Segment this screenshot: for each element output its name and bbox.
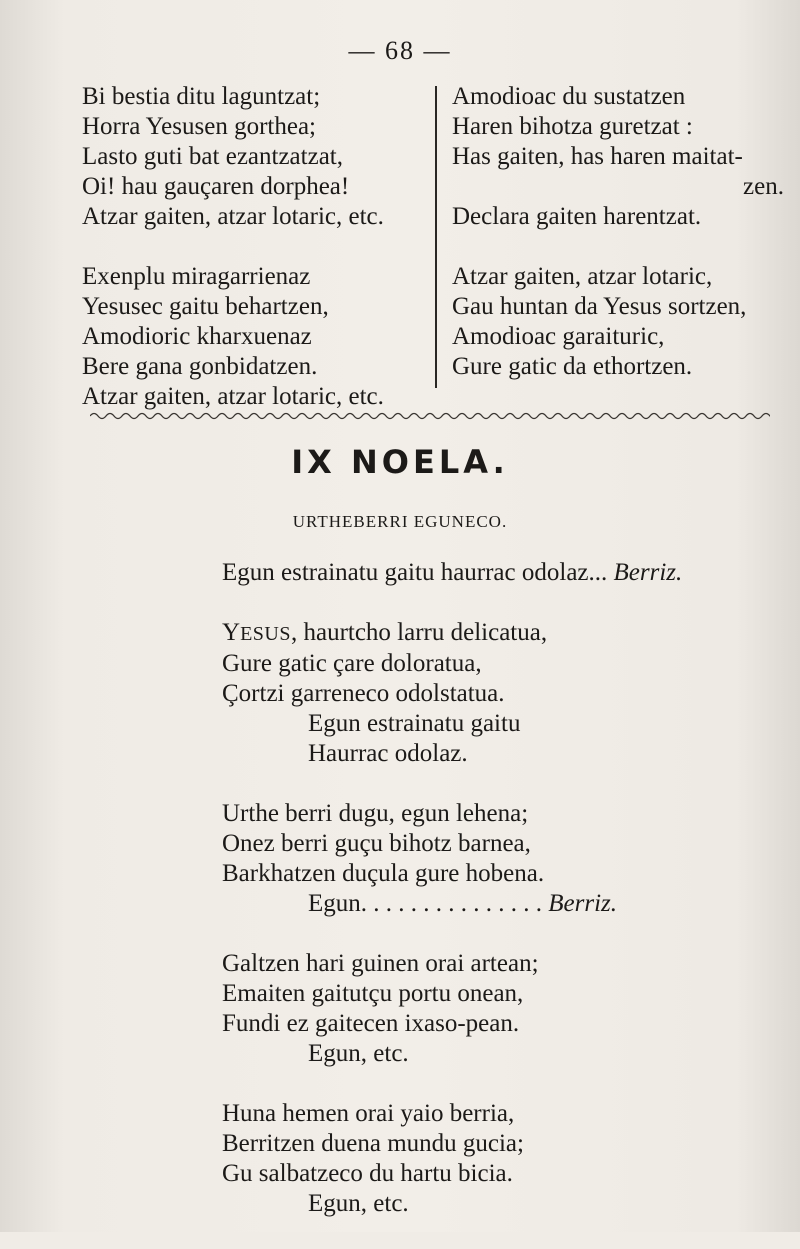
verse-line: Bere gana gonbidatzen.	[82, 353, 318, 380]
verse-line: Yesusec gaitu behartzen,	[82, 293, 329, 320]
refrain-line: Egun estrainatu gaitu	[308, 710, 521, 737]
page-number: — 68 —	[348, 36, 452, 65]
refrain-line: Egun, etc.	[308, 1190, 409, 1217]
verse-line: Huna hemen orai yaio berria,	[222, 1100, 515, 1127]
refrain-mark: Berriz.	[548, 890, 618, 917]
verse-line: Atzar gaiten, atzar lotaric,	[452, 263, 713, 290]
opening-refrain	[222, 558, 782, 588]
two-column-verses	[0, 82, 800, 410]
initial-capital: Y	[222, 619, 241, 646]
verse-line: Onez berri guçu bihotz barnea,	[222, 830, 531, 857]
verse-line: Barkhatzen duçula gure hobena.	[222, 860, 545, 887]
verse-line: Horra Yesusen gorthea;	[82, 113, 316, 140]
verse-line: Fundi ez gaitecen ixaso-pean.	[222, 1010, 520, 1037]
noela-poem	[222, 558, 782, 1249]
column-divider	[435, 86, 437, 388]
verse-line: Amodioac du sustatzen	[452, 83, 686, 110]
verse-line	[222, 618, 782, 649]
small-caps-word: ESUS	[240, 623, 291, 645]
poem-stanza-4	[222, 1099, 782, 1219]
left-stanza-2	[82, 262, 427, 412]
verse-line: Gu salbatzeco du hartu bicia.	[222, 1160, 513, 1187]
refrain-mark: Berriz.	[613, 559, 683, 586]
verse-line: Urthe berri dugu, egun lehena;	[222, 800, 529, 827]
refrain-text: Egun. . . . . . . . . . . . . . .	[308, 890, 543, 917]
left-column	[82, 82, 427, 442]
verse-line-continuation: zen.	[743, 173, 784, 200]
wavy-rule-ornament	[90, 410, 770, 422]
verse-line: Bi bestia ditu laguntzat;	[82, 83, 321, 110]
verse-line: Berritzen duena mundu gucia;	[222, 1130, 524, 1157]
refrain-line	[222, 889, 782, 919]
verse-line: Galtzen hari guinen orai artean;	[222, 950, 539, 977]
verse-line: Oi! hau gauçaren dorphea!	[82, 173, 350, 200]
poem-stanza-1	[222, 618, 782, 769]
verse-line: Gure gatic da ethortzen.	[452, 353, 693, 380]
section-title: IX NOELA.	[291, 443, 509, 481]
verse-line: Lasto guti bat ezantzatzat,	[82, 143, 343, 170]
verse-line: Atzar gaiten, atzar lotaric, etc.	[82, 383, 384, 410]
verse-line: Emaiten gaitutçu portu onean,	[222, 980, 524, 1007]
right-stanza-1	[452, 82, 788, 232]
refrain-line: Egun, etc.	[308, 1040, 409, 1067]
verse-line: Atzar gaiten, atzar lotaric, etc.	[82, 203, 384, 230]
refrain-line: Haurrac odolaz.	[308, 740, 468, 767]
verse-line: Gure gatic çare doloratua,	[222, 650, 482, 677]
verse-line: Çortzi garreneco odolstatua.	[222, 680, 505, 707]
verse-line: Haren bihotza guretzat :	[452, 113, 693, 140]
right-stanza-2	[452, 262, 788, 382]
poem-stanza-2	[222, 799, 782, 919]
refrain-text: Egun estrainatu gaitu haurrac odolaz...	[222, 559, 608, 586]
verse-line: Gau huntan da Yesus sortzen,	[452, 293, 747, 320]
section-subtitle: URTHEBERRI EGUNECO.	[292, 512, 508, 531]
verse-line: Amodioric kharxuenaz	[82, 323, 312, 350]
verse-line: Amodioac garaituric,	[452, 323, 665, 350]
verse-line-tail: , haurtcho larru delicatua,	[290, 619, 548, 646]
verse-line: Has gaiten, has haren maitat-	[452, 143, 743, 170]
poem-stanza-3	[222, 949, 782, 1069]
left-stanza-1	[82, 82, 427, 232]
right-column	[452, 82, 788, 412]
verse-line: Exenplu miragarrienaz	[82, 263, 311, 290]
wavy-rule-icon	[90, 410, 770, 422]
verse-line: Declara gaiten harentzat.	[452, 203, 702, 230]
